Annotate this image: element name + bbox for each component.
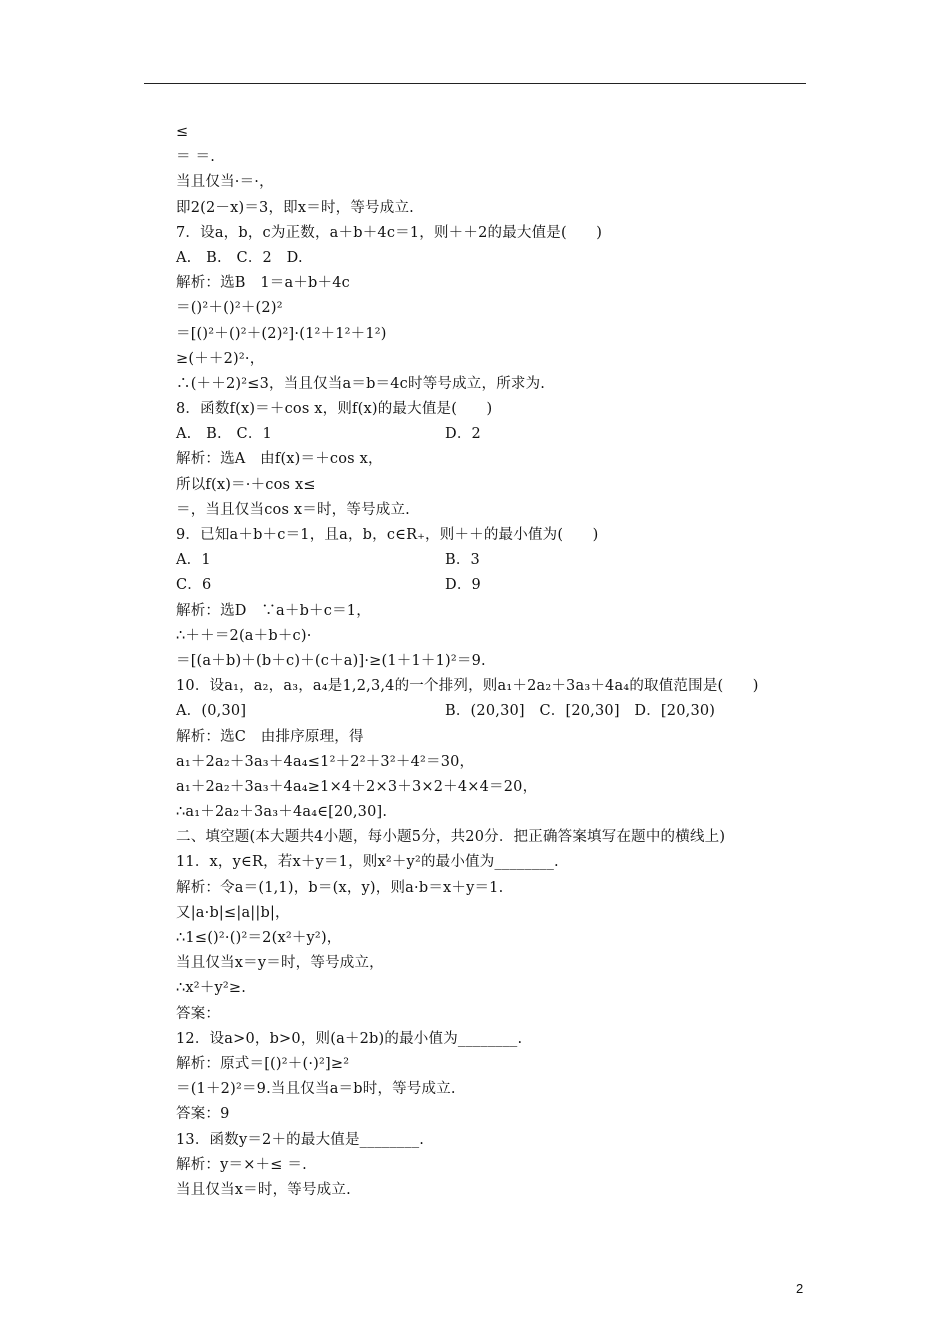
text-line: 9．已知a＋b＋c＝1，且a，b，c∈R₊，则＋＋的最小值为( ) bbox=[176, 527, 599, 543]
text-line: ＝ ＝. bbox=[176, 149, 216, 166]
text-line: 10．设a₁，a₂，a₃，a₄是1,2,3,4的一个排列，则a₁＋2a₂＋3a₃＋4a₄的取值范围是( ) bbox=[176, 678, 759, 695]
text-line: 二、填空题(本大题共4小题，每小题5分，共20分．把正确答案填写在题中的横线上) bbox=[176, 829, 726, 846]
text-line: 答案： bbox=[176, 1005, 221, 1022]
text-line: a₁＋2a₂＋3a₃＋4a₄≤1²＋2²＋3²＋4²＝30， bbox=[176, 753, 475, 770]
text-line: ∴＋＋＝2(a＋b＋c)· bbox=[176, 627, 312, 644]
text-line: ＝[(a＋b)＋(b＋c)＋(c＋a)]·≥(1＋1＋1)²＝9. bbox=[176, 652, 486, 669]
header-rule bbox=[144, 83, 806, 84]
text-line: 8．函数f(x)＝＋cos x，则f(x)的最大值是( ) bbox=[176, 401, 493, 418]
text-line: 解析：选C 由排序原理，得 bbox=[176, 728, 364, 745]
text-line: 当且仅当·＝·， bbox=[176, 174, 274, 191]
text-line: 所以f(x)＝·＋cos x≤ bbox=[176, 476, 316, 493]
text-line: 11．x，y∈R，若x＋y＝1，则x²＋y²的最小值为________. bbox=[176, 854, 559, 871]
text-line: ∴(＋＋2)²≤3，当且仅当a＝b＝4c时等号成立，所求为. bbox=[176, 375, 546, 392]
option-column: A．1 bbox=[176, 552, 211, 569]
text-line: ∴x²＋y²≥. bbox=[176, 980, 247, 997]
text-line: 解析：选D ∵a＋b＋c＝1， bbox=[176, 602, 371, 619]
text-line: A. B. C．2 D. bbox=[176, 249, 303, 266]
text-line: ∴1≤()²·()²＝2(x²＋y²)， bbox=[176, 930, 342, 946]
text-line: ＝[()²＋()²＋(2)²]·(1²＋1²＋1²) bbox=[176, 325, 387, 342]
text-line bbox=[176, 548, 816, 573]
text-line bbox=[176, 573, 816, 598]
text-line: 当且仅当x＝y＝时，等号成立， bbox=[176, 955, 384, 972]
text-line: ≤ bbox=[176, 124, 189, 140]
option-column: D．2 bbox=[445, 426, 481, 443]
option-column: B．3 bbox=[445, 552, 480, 569]
text-line: 解析：选A 由f(x)＝＋cos x， bbox=[176, 451, 383, 468]
option-column: D．9 bbox=[445, 577, 481, 594]
option-column: A. B. C．1 bbox=[176, 426, 272, 443]
text-line: a₁＋2a₂＋3a₃＋4a₄≥1×4＋2×3＋3×2＋4×4＝20， bbox=[176, 778, 538, 795]
text-line: 答案：9 bbox=[176, 1106, 230, 1123]
text-line: ≥(＋＋2)²·， bbox=[176, 350, 265, 367]
text-line: 即2(2－x)＝3，即x＝时，等号成立. bbox=[176, 199, 414, 216]
text-line: 解析：令a＝(1,1)，b＝(x，y)，则a·b＝x＋y＝1. bbox=[176, 879, 504, 896]
text-line: ＝，当且仅当cos x＝时，等号成立. bbox=[176, 501, 410, 518]
option-column: B．(20,30] C．[20,30] D．[20,30) bbox=[445, 703, 716, 720]
text-line: ＝()²＋()²＋(2)² bbox=[176, 300, 283, 317]
text-line bbox=[176, 422, 816, 447]
text-line: 13．函数y＝2＋的最大值是________. bbox=[176, 1131, 425, 1148]
text-line: 解析：y＝×＋≤ ＝. bbox=[176, 1156, 307, 1173]
text-line: 12．设a>0，b>0，则(a＋2b)的最小值为________. bbox=[176, 1030, 523, 1047]
text-line bbox=[176, 699, 816, 724]
option-column: C．6 bbox=[176, 577, 212, 594]
text-line: 当且仅当x＝时，等号成立. bbox=[176, 1181, 351, 1198]
text-line: 又|a·b|≤|a||b|， bbox=[176, 904, 290, 921]
document-body bbox=[176, 120, 816, 1203]
text-line: ＝(1＋2)²＝9.当且仅当a＝b时，等号成立. bbox=[176, 1081, 456, 1098]
text-line: 7．设a，b，c为正数，a＋b＋4c＝1，则＋＋2的最大值是( ) bbox=[176, 224, 603, 241]
text-line: ∴a₁＋2a₂＋3a₃＋4a₄∈[20,30]. bbox=[176, 804, 388, 821]
text-line: 解析：原式＝[()²＋(·)²]≥² bbox=[176, 1055, 350, 1072]
option-column: A．(0,30] bbox=[176, 703, 247, 720]
text-line: 解析：选B 1＝a＋b＋4c bbox=[176, 275, 350, 292]
page-number: 2 bbox=[796, 1281, 804, 1296]
